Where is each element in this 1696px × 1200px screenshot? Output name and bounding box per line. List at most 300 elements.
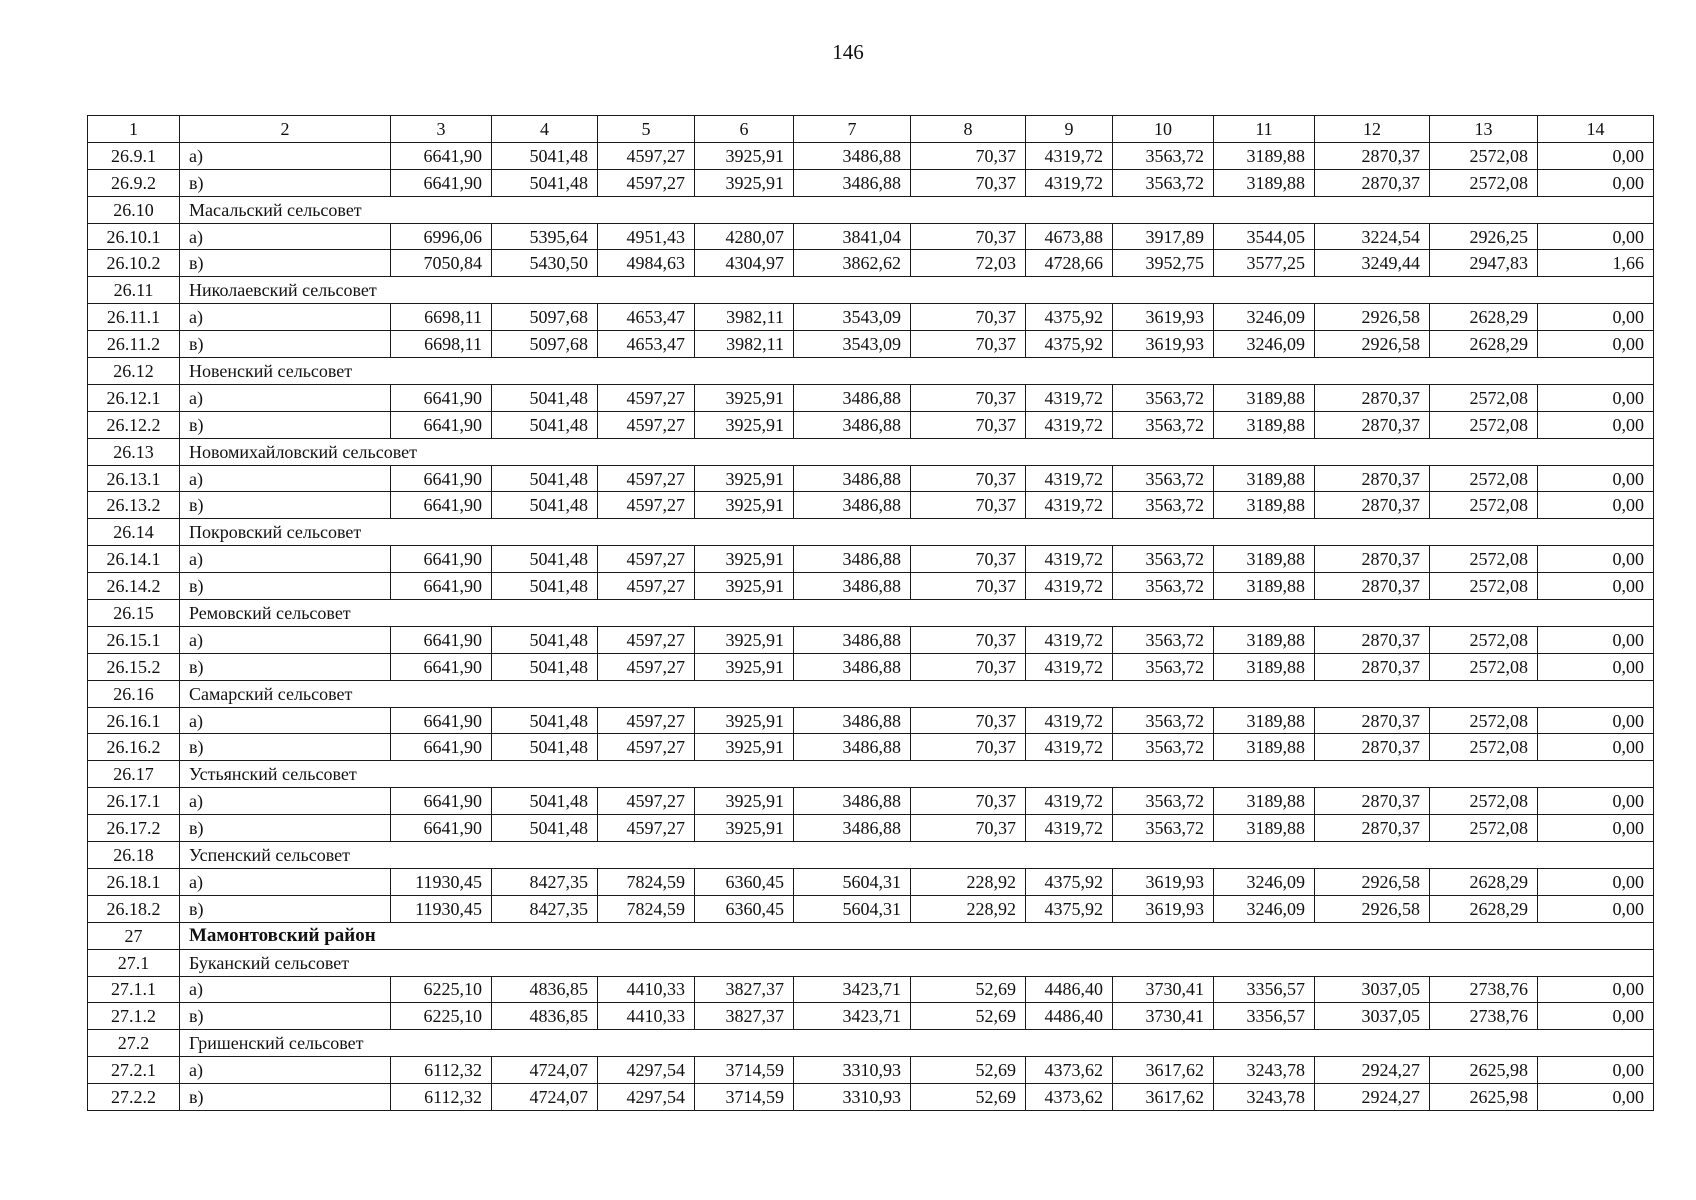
row-code: 26.18	[88, 842, 180, 869]
table-cell: 3189,88	[1214, 169, 1315, 196]
row-code: 26.17	[88, 761, 180, 788]
table-cell: 0,00	[1538, 788, 1654, 815]
table-cell: 2572,08	[1430, 573, 1538, 600]
table-cell: 3486,88	[794, 707, 911, 734]
table-cell: 2572,08	[1430, 788, 1538, 815]
table-cell: 2870,37	[1315, 384, 1430, 411]
row-label: а)	[180, 465, 391, 492]
table-row	[88, 868, 1654, 895]
row-code: 27.1	[88, 949, 180, 976]
row-code: 26.10.2	[88, 250, 180, 277]
table-cell: 4951,43	[598, 223, 695, 250]
table-cell: 52,69	[911, 1084, 1026, 1111]
table-cell: 3486,88	[794, 626, 911, 653]
table-cell: 3617,62	[1113, 1057, 1214, 1084]
table-cell: 4375,92	[1026, 895, 1113, 922]
row-label: а)	[180, 142, 391, 169]
row-label: в)	[180, 169, 391, 196]
section-row	[88, 358, 1654, 385]
table-cell: 2870,37	[1315, 707, 1430, 734]
table-cell: 5395,64	[492, 223, 598, 250]
table-cell: 0,00	[1538, 868, 1654, 895]
table-cell: 0,00	[1538, 1057, 1654, 1084]
table-cell: 2738,76	[1430, 1003, 1538, 1030]
table-cell: 3841,04	[794, 223, 911, 250]
table-cell: 4486,40	[1026, 1003, 1113, 1030]
table-cell: 2870,37	[1315, 626, 1430, 653]
table-row	[88, 573, 1654, 600]
table-cell: 70,37	[911, 331, 1026, 358]
table-cell: 5041,48	[492, 707, 598, 734]
row-code: 26.17.1	[88, 788, 180, 815]
section-title: Покровский сельсовет	[180, 519, 1654, 546]
row-code: 26.9.2	[88, 169, 180, 196]
table-cell: 5041,48	[492, 626, 598, 653]
table-cell: 3925,91	[695, 734, 794, 761]
table-cell: 3714,59	[695, 1057, 794, 1084]
table-cell: 2870,37	[1315, 411, 1430, 438]
row-code: 26.15.2	[88, 653, 180, 680]
row-code: 27.2.2	[88, 1084, 180, 1111]
table-row	[88, 142, 1654, 169]
table-cell: 2628,29	[1430, 895, 1538, 922]
table-cell: 3189,88	[1214, 573, 1315, 600]
table-cell: 4597,27	[598, 492, 695, 519]
table-row	[88, 734, 1654, 761]
table-row	[88, 492, 1654, 519]
table-cell: 2924,27	[1315, 1084, 1430, 1111]
table-cell: 2572,08	[1430, 653, 1538, 680]
table-cell: 4728,66	[1026, 250, 1113, 277]
table-cell: 0,00	[1538, 384, 1654, 411]
table-cell: 3486,88	[794, 492, 911, 519]
column-header: 4	[492, 116, 598, 143]
table-cell: 4319,72	[1026, 734, 1113, 761]
table-cell: 3189,88	[1214, 546, 1315, 573]
table-cell: 4597,27	[598, 653, 695, 680]
table-cell: 3563,72	[1113, 546, 1214, 573]
table-cell: 3862,62	[794, 250, 911, 277]
table-cell: 70,37	[911, 707, 1026, 734]
table-cell: 3246,09	[1214, 331, 1315, 358]
row-label: в)	[180, 653, 391, 680]
table-cell: 11930,45	[391, 895, 492, 922]
table-cell: 72,03	[911, 250, 1026, 277]
table-cell: 3486,88	[794, 815, 911, 842]
table-cell: 4597,27	[598, 142, 695, 169]
table-row	[88, 788, 1654, 815]
table-cell: 3563,72	[1113, 573, 1214, 600]
column-header: 5	[598, 116, 695, 143]
table-cell: 5097,68	[492, 331, 598, 358]
table-cell: 70,37	[911, 304, 1026, 331]
column-header: 1	[88, 116, 180, 143]
table-cell: 2572,08	[1430, 492, 1538, 519]
table-cell: 7824,59	[598, 895, 695, 922]
table-cell: 3189,88	[1214, 707, 1315, 734]
table-cell: 2572,08	[1430, 707, 1538, 734]
table-cell: 3310,93	[794, 1084, 911, 1111]
table-cell: 0,00	[1538, 411, 1654, 438]
table-cell: 3356,57	[1214, 976, 1315, 1003]
row-label: в)	[180, 1003, 391, 1030]
table-cell: 3925,91	[695, 788, 794, 815]
table-cell: 4597,27	[598, 465, 695, 492]
table-cell: 6641,90	[391, 465, 492, 492]
table-cell: 4319,72	[1026, 788, 1113, 815]
table-cell: 70,37	[911, 546, 1026, 573]
table-cell: 4486,40	[1026, 976, 1113, 1003]
table-cell: 3563,72	[1113, 384, 1214, 411]
column-header: 7	[794, 116, 911, 143]
row-label: а)	[180, 223, 391, 250]
table-row	[88, 331, 1654, 358]
row-label: в)	[180, 331, 391, 358]
table-cell: 4410,33	[598, 1003, 695, 1030]
table-cell: 3925,91	[695, 626, 794, 653]
table-cell: 3189,88	[1214, 626, 1315, 653]
table-cell: 4597,27	[598, 546, 695, 573]
table-cell: 4319,72	[1026, 492, 1113, 519]
table-cell: 0,00	[1538, 169, 1654, 196]
table-cell: 2926,58	[1315, 331, 1430, 358]
table-cell: 4319,72	[1026, 142, 1113, 169]
table-cell: 3189,88	[1214, 788, 1315, 815]
section-row	[88, 1030, 1654, 1057]
table-cell: 70,37	[911, 626, 1026, 653]
row-label: а)	[180, 976, 391, 1003]
table-cell: 6641,90	[391, 411, 492, 438]
table-cell: 3925,91	[695, 492, 794, 519]
section-title: Новомихайловский сельсовет	[180, 438, 1654, 465]
row-label: в)	[180, 573, 391, 600]
table-cell: 3563,72	[1113, 626, 1214, 653]
table-cell: 3619,93	[1113, 868, 1214, 895]
table-cell: 3730,41	[1113, 1003, 1214, 1030]
table-cell: 0,00	[1538, 465, 1654, 492]
table-cell: 4597,27	[598, 626, 695, 653]
table-cell: 3925,91	[695, 815, 794, 842]
row-label: а)	[180, 626, 391, 653]
table-cell: 2870,37	[1315, 142, 1430, 169]
table-cell: 3617,62	[1113, 1084, 1214, 1111]
table-cell: 3563,72	[1113, 653, 1214, 680]
section-title: Самарский сельсовет	[180, 680, 1654, 707]
table-row	[88, 976, 1654, 1003]
table-cell: 6225,10	[391, 1003, 492, 1030]
table-row	[88, 1084, 1654, 1111]
table-cell: 4319,72	[1026, 546, 1113, 573]
table-cell: 3982,11	[695, 331, 794, 358]
table-cell: 3486,88	[794, 734, 911, 761]
table-row	[88, 465, 1654, 492]
table-cell: 2572,08	[1430, 169, 1538, 196]
table-cell: 0,00	[1538, 142, 1654, 169]
table-cell: 52,69	[911, 976, 1026, 1003]
table-cell: 3189,88	[1214, 465, 1315, 492]
row-code: 26.13	[88, 438, 180, 465]
table-cell: 52,69	[911, 1003, 1026, 1030]
table-row	[88, 169, 1654, 196]
table-cell: 3486,88	[794, 788, 911, 815]
table-cell: 3563,72	[1113, 465, 1214, 492]
table-cell: 3544,05	[1214, 223, 1315, 250]
table-cell: 4724,07	[492, 1084, 598, 1111]
table-cell: 4375,92	[1026, 304, 1113, 331]
table-cell: 6641,90	[391, 573, 492, 600]
table-cell: 4319,72	[1026, 707, 1113, 734]
row-code: 26.14.1	[88, 546, 180, 573]
table-row	[88, 546, 1654, 573]
table-cell: 3925,91	[695, 707, 794, 734]
table-cell: 70,37	[911, 411, 1026, 438]
table-cell: 5041,48	[492, 492, 598, 519]
row-code: 26.16.1	[88, 707, 180, 734]
table-cell: 4984,63	[598, 250, 695, 277]
table-cell: 3730,41	[1113, 976, 1214, 1003]
table-cell: 4597,27	[598, 788, 695, 815]
table-cell: 4319,72	[1026, 653, 1113, 680]
table-cell: 4597,27	[598, 573, 695, 600]
table-cell: 0,00	[1538, 331, 1654, 358]
table-row	[88, 304, 1654, 331]
table-cell: 0,00	[1538, 976, 1654, 1003]
table-cell: 3925,91	[695, 653, 794, 680]
section-title: Ремовский сельсовет	[180, 600, 1654, 627]
table-cell: 5604,31	[794, 895, 911, 922]
table-cell: 228,92	[911, 868, 1026, 895]
table-cell: 2572,08	[1430, 734, 1538, 761]
table-cell: 70,37	[911, 492, 1026, 519]
section-row	[88, 680, 1654, 707]
table-cell: 5604,31	[794, 868, 911, 895]
table-cell: 4597,27	[598, 815, 695, 842]
row-code: 26.16.2	[88, 734, 180, 761]
table-row	[88, 707, 1654, 734]
table-cell: 3423,71	[794, 1003, 911, 1030]
table-cell: 52,69	[911, 1057, 1026, 1084]
table-cell: 3356,57	[1214, 1003, 1315, 1030]
table-cell: 2572,08	[1430, 546, 1538, 573]
section-title: Масальский сельсовет	[180, 196, 1654, 223]
table-cell: 3577,25	[1214, 250, 1315, 277]
table-cell: 3827,37	[695, 1003, 794, 1030]
table-cell: 3224,54	[1315, 223, 1430, 250]
table-cell: 3563,72	[1113, 142, 1214, 169]
table-cell: 3925,91	[695, 384, 794, 411]
table-cell: 4673,88	[1026, 223, 1113, 250]
table-cell: 5041,48	[492, 734, 598, 761]
table-cell: 6360,45	[695, 868, 794, 895]
row-code: 27.2.1	[88, 1057, 180, 1084]
table-cell: 3543,09	[794, 331, 911, 358]
table-cell: 0,00	[1538, 573, 1654, 600]
row-code: 27.1.1	[88, 976, 180, 1003]
table-cell: 0,00	[1538, 1084, 1654, 1111]
table-cell: 4319,72	[1026, 815, 1113, 842]
table-cell: 6641,90	[391, 384, 492, 411]
table-cell: 2926,58	[1315, 895, 1430, 922]
table-cell: 2628,29	[1430, 304, 1538, 331]
table-cell: 3189,88	[1214, 815, 1315, 842]
table-cell: 4653,47	[598, 304, 695, 331]
table-cell: 2625,98	[1430, 1057, 1538, 1084]
row-code: 26.10.1	[88, 223, 180, 250]
section-title: Николаевский сельсовет	[180, 277, 1654, 304]
table-cell: 4319,72	[1026, 465, 1113, 492]
table-cell: 2870,37	[1315, 815, 1430, 842]
row-label: в)	[180, 1084, 391, 1111]
table-cell: 11930,45	[391, 868, 492, 895]
table-cell: 2924,27	[1315, 1057, 1430, 1084]
table-cell: 3563,72	[1113, 734, 1214, 761]
table-cell: 4319,72	[1026, 573, 1113, 600]
table-cell: 4410,33	[598, 976, 695, 1003]
table-cell: 5041,48	[492, 411, 598, 438]
table-cell: 70,37	[911, 653, 1026, 680]
table-cell: 5041,48	[492, 653, 598, 680]
row-label: а)	[180, 868, 391, 895]
row-label: в)	[180, 250, 391, 277]
table-cell: 5041,48	[492, 815, 598, 842]
section-title: Новенский сельсовет	[180, 358, 1654, 385]
table-row	[88, 815, 1654, 842]
table-cell: 3563,72	[1113, 169, 1214, 196]
section-row	[88, 438, 1654, 465]
table-cell: 3619,93	[1113, 331, 1214, 358]
table-cell: 0,00	[1538, 626, 1654, 653]
table-cell: 3486,88	[794, 653, 911, 680]
table-cell: 3486,88	[794, 384, 911, 411]
table-cell: 6641,90	[391, 788, 492, 815]
table-cell: 5041,48	[492, 546, 598, 573]
row-label: а)	[180, 304, 391, 331]
table-cell: 3925,91	[695, 169, 794, 196]
table-cell: 4280,07	[695, 223, 794, 250]
row-code: 26.17.2	[88, 815, 180, 842]
row-label: в)	[180, 734, 391, 761]
table-cell: 2870,37	[1315, 465, 1430, 492]
table-cell: 6698,11	[391, 331, 492, 358]
table-cell: 70,37	[911, 815, 1026, 842]
table-cell: 1,66	[1538, 250, 1654, 277]
table-cell: 4597,27	[598, 384, 695, 411]
table-cell: 6698,11	[391, 304, 492, 331]
table-cell: 5041,48	[492, 573, 598, 600]
table-row	[88, 223, 1654, 250]
district-row	[88, 922, 1654, 949]
table-cell: 3486,88	[794, 411, 911, 438]
table-cell: 5097,68	[492, 304, 598, 331]
table-cell: 8427,35	[492, 868, 598, 895]
table-cell: 0,00	[1538, 304, 1654, 331]
table-cell: 3925,91	[695, 573, 794, 600]
table-cell: 5430,50	[492, 250, 598, 277]
table-cell: 3189,88	[1214, 384, 1315, 411]
table-cell: 3249,44	[1315, 250, 1430, 277]
table-cell: 70,37	[911, 142, 1026, 169]
row-code: 27.2	[88, 1030, 180, 1057]
table-row	[88, 250, 1654, 277]
table-cell: 2572,08	[1430, 815, 1538, 842]
table-cell: 3925,91	[695, 411, 794, 438]
table-row	[88, 895, 1654, 922]
table-cell: 2625,98	[1430, 1084, 1538, 1111]
table-row	[88, 626, 1654, 653]
table-cell: 3543,09	[794, 304, 911, 331]
table-cell: 5041,48	[492, 788, 598, 815]
table-cell: 3243,78	[1214, 1057, 1315, 1084]
table-cell: 3423,71	[794, 976, 911, 1003]
row-code: 26.18.2	[88, 895, 180, 922]
section-title: Буканский сельсовет	[180, 949, 1654, 976]
row-label: в)	[180, 895, 391, 922]
row-label: в)	[180, 411, 391, 438]
table-cell: 6641,90	[391, 546, 492, 573]
section-row	[88, 761, 1654, 788]
table-cell: 70,37	[911, 788, 1026, 815]
page-number: 146	[832, 40, 864, 64]
table-cell: 4319,72	[1026, 626, 1113, 653]
table-cell: 6360,45	[695, 895, 794, 922]
table-cell: 3246,09	[1214, 304, 1315, 331]
row-code: 26.14	[88, 519, 180, 546]
table-cell: 6996,06	[391, 223, 492, 250]
table-cell: 3563,72	[1113, 707, 1214, 734]
table-row	[88, 1003, 1654, 1030]
table-row	[88, 1057, 1654, 1084]
section-title: Гришенский сельсовет	[180, 1030, 1654, 1057]
column-header: 8	[911, 116, 1026, 143]
table-cell: 4297,54	[598, 1057, 695, 1084]
table-cell: 2870,37	[1315, 492, 1430, 519]
table-cell: 0,00	[1538, 707, 1654, 734]
header-row	[88, 116, 1654, 143]
table-cell: 3310,93	[794, 1057, 911, 1084]
table-cell: 6641,90	[391, 734, 492, 761]
table-cell: 3486,88	[794, 142, 911, 169]
section-title: Успенский сельсовет	[180, 842, 1654, 869]
row-label: а)	[180, 384, 391, 411]
table-cell: 6641,90	[391, 626, 492, 653]
table-cell: 4597,27	[598, 707, 695, 734]
table-cell: 3563,72	[1113, 411, 1214, 438]
table-cell: 3243,78	[1214, 1084, 1315, 1111]
table-cell: 3189,88	[1214, 653, 1315, 680]
table-cell: 6112,32	[391, 1084, 492, 1111]
table-cell: 4724,07	[492, 1057, 598, 1084]
table-row	[88, 411, 1654, 438]
table-cell: 6641,90	[391, 169, 492, 196]
table-cell: 4375,92	[1026, 868, 1113, 895]
row-label: а)	[180, 1057, 391, 1084]
table-cell: 2738,76	[1430, 976, 1538, 1003]
section-row	[88, 277, 1654, 304]
table-cell: 70,37	[911, 573, 1026, 600]
table-cell: 0,00	[1538, 734, 1654, 761]
row-code: 26.11.1	[88, 304, 180, 331]
table-cell: 3189,88	[1214, 492, 1315, 519]
column-header: 13	[1430, 116, 1538, 143]
table-cell: 4319,72	[1026, 384, 1113, 411]
table-cell: 3246,09	[1214, 895, 1315, 922]
table-cell: 0,00	[1538, 492, 1654, 519]
section-row	[88, 949, 1654, 976]
row-code: 26.16	[88, 680, 180, 707]
table-cell: 4597,27	[598, 734, 695, 761]
table-cell: 6112,32	[391, 1057, 492, 1084]
table-cell: 7050,84	[391, 250, 492, 277]
